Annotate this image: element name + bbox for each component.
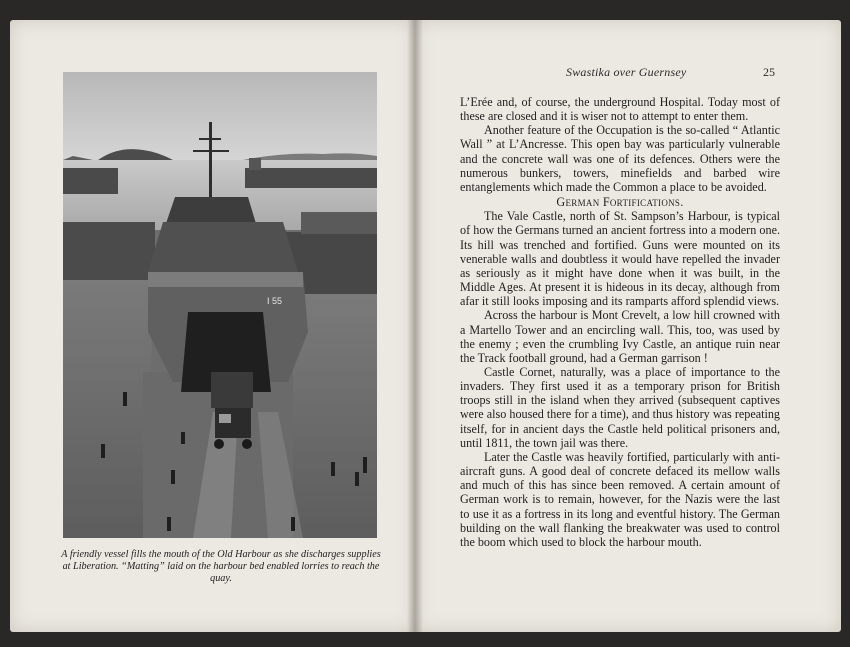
paragraph-mont-crevelt: Across the harbour is Mont Crevelt, a low hill crowned with a Martello Tower and an encircling wall. This, too, was used by the enemy ; even the crumbling Ivy Castle, an antique ruin near the Track football ground, had a German garrison !: [460, 308, 780, 365]
running-head: Swastika over Guernsey: [566, 65, 687, 79]
harbour-photograph: [63, 72, 377, 538]
paragraph-fortified: Later the Castle was heavily fortified, particularly with anti-aircraft guns. A good deal of concrete defaced its mellow walls and much of this has since been removed. A certain amount of German work is to remain, however, for the Nazis were the last to use it as a fortress in its long and eventful history. The German building on the wall flanking the breakwater was used to control the boom which used to block the harbour mouth.: [460, 449, 780, 549]
caption-quote: “Matting”: [121, 561, 165, 573]
paragraph-intro: L’Erée and, of course, the underground Hospital. Today most of these are closed and it is wiser not to attempt to enter them.: [460, 95, 780, 124]
paragraph-castle-cornet: Castle Cornet, naturally, was a place of importance to the invaders. They first used it as a temporary prison for British troops still in the island when they arrived (subsequent captives were also housed there for a time), and thus history was repeating itself, for in ancient days the Castle held political prisoners and, until 1811, the town jail was there.: [460, 364, 780, 450]
ship-hull-number: I 55: [267, 296, 283, 306]
section-heading: German Fortifications.: [556, 195, 684, 210]
page-number: 25: [763, 65, 775, 79]
book-gutter: [407, 20, 423, 632]
paragraph-atlantic-wall: Another feature of the Occupation is the so-called “ Atlantic Wall ” at L’Ancresse. This open bay was particularly vulnerable and the concrete wall was one of its defences. Others were the numerous bunkers, towers, minefields and barbed wire entanglements which made the Common a place to be avoided.: [460, 123, 780, 194]
caption-text-2: laid on the harbour bed enabled lorries to reach the quay.: [167, 561, 380, 585]
paragraph-vale-castle: The Vale Castle, north of St. Sampson’s Harbour, is typical of how the Germans turned an ancient fortress into a modern one. Its hill was trenched and fortified. Guns were mounted on its venerable walls and doubtless it would have repelled the invader as seriously as it might have done when it was built, in the Middle Ages. At present it is hideous in its decay, although from afar it still looks imposing and its ramparts afford splendid views.: [460, 209, 780, 309]
photo-caption: [60, 549, 382, 586]
body-text: [460, 95, 780, 549]
harbour-photo-drawing: [63, 72, 377, 538]
caption-text-1: A friendly vessel fills the mouth of the Old Harbour as she discharges supplies at Liberation.: [61, 549, 381, 573]
